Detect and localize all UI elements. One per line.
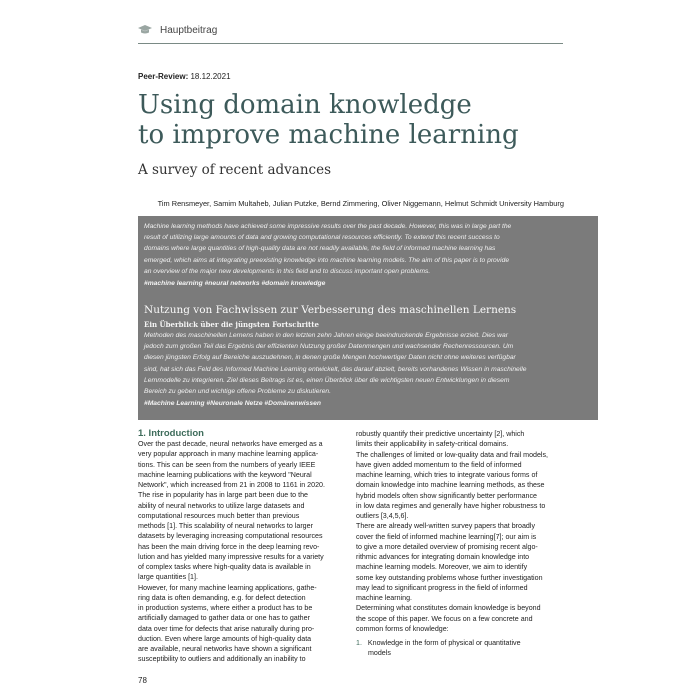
list-item-continued: models: [368, 649, 391, 658]
body-line: methods [1]. This scalability of neural networks to larger: [138, 522, 313, 530]
body-line: data over time for defects that arise naturally during pro-: [138, 624, 315, 633]
list-text: Knowledge in the form of physical or quantitative: [367, 639, 521, 647]
abstract-en-line: emerged, which aims at integrating preexisting knowledge into machine learning models. The aim of this paper is to provide: [144, 256, 510, 264]
abstract-de-line: jedoch zum großen Teil das Ergebnis der effizienten Nutzung großer Datenmengen und wachsender Rechenressourcen. Um: [144, 343, 514, 351]
page-number: 78: [138, 676, 147, 685]
body-line: common forms of knowledge:: [356, 624, 449, 633]
section-label: Hauptbeitrag: [160, 24, 218, 36]
body-line: are available, neural networks have shown a significant: [138, 645, 312, 653]
body-line: susceptibility to outliers and additionally an inability to: [138, 655, 306, 664]
abstract-en-line: result of utilizing large amounts of data and growing computational resources efficiently. To extend this recent success to: [144, 234, 500, 242]
body-line: There are already well-written survey papers that broadly: [356, 522, 536, 531]
abstract-en-line: an overview of the major new developments in this field and to discuss important open problems.: [144, 267, 431, 275]
peer-review-date: 18.12.2021: [190, 72, 231, 81]
body-line: The challenges of limited or low-quality data and frail models,: [356, 450, 549, 459]
abstract-en-line: domains where large quantities of high-quality data are not readily available, the field of informed machine learning has: [144, 245, 496, 253]
article-subtitle: A survey of recent advances: [138, 162, 332, 178]
body-line: have given added momentum to the field of informed: [356, 460, 522, 469]
body-line: lution and has yielded many impressive results for a variety: [138, 552, 324, 561]
section-heading: 1. Introduction: [138, 428, 204, 439]
body-line: duction. Even where large amounts of high-quality data: [138, 634, 312, 643]
keywords-de: #Machine Learning #Neuronale Netze #Domänenwissen: [144, 400, 321, 407]
body-line: machine learning publications with the keyword "Neural: [138, 470, 312, 479]
body-line: machine learning models. Moreover, we aim to identify: [356, 563, 528, 572]
abstract-de-line: diesen jüngsten Erfolg auf Bereiche auszudehnen, in denen große Mengen hochwertiger Daten nicht ohne weiteres verfügbar: [144, 354, 516, 362]
body-line: machine learning, which tries to integrate various forms of: [356, 471, 538, 479]
body-line: to give a more detailed overview of promising recent algo-: [356, 542, 538, 551]
peer-review-label: Peer-Review:: [138, 72, 189, 81]
list-number: 1.: [356, 639, 362, 647]
peer-review-line: [138, 72, 231, 81]
article-title: [138, 90, 568, 150]
body-line: datasets by leveraging increasing computational resources: [138, 532, 323, 541]
body-line: the scope of this paper. We focus on a few concrete and: [356, 614, 533, 623]
body-line: large quantities [1].: [138, 573, 198, 582]
body-line: ring data is often demanding, e.g. for defect detection: [138, 593, 306, 602]
body-line: Determining what constitutes domain knowledge is beyond: [356, 604, 541, 613]
left-column: [138, 439, 350, 665]
header-divider: [138, 43, 563, 44]
abstract-en: [144, 221, 594, 277]
body-line: robustly quantify their predictive uncertainty [2], which: [356, 430, 525, 438]
body-line: However, for many machine learning applications, gathe-: [138, 583, 317, 592]
body-line: artificially damaged to gather data or one has to gather: [138, 614, 310, 623]
subtitle-de: Ein Überblick über die jüngsten Fortschritte: [144, 320, 319, 329]
abstract-de-line: Methoden des maschinellen Lernens haben in den letzten zehn Jahren einige beeindruckende Ergebnisse erzielt. Dies war: [144, 332, 508, 339]
body-line: in low data regimes and generally have higher robustness to: [356, 501, 546, 510]
body-line: Over the past decade, neural networks have emerged as a: [138, 440, 323, 448]
body-line: outliers [3,4,5,6].: [356, 512, 409, 520]
body-line: The rise in popularity has in large part been due to the: [138, 491, 308, 500]
abstract-de-line: sind, hat sich das Feld des Informed Machine Learning entwickelt, das darauf abzielt, bereits vorhandenes Wissen in maschinelle: [144, 365, 527, 373]
mortarboard-icon: [138, 25, 152, 35]
list-item: [356, 638, 568, 648]
body-line: may lead to significant progress in the field of informed: [356, 583, 528, 592]
title-line-2: to improve machine learning: [138, 120, 519, 150]
body-line: machine learning.: [356, 594, 412, 602]
body-line: cover the field of informed machine learning[7]; our aim is: [356, 532, 537, 541]
body-line: hybrid models often show significantly better performance: [356, 491, 537, 500]
body-line: rithmic advances for integrating domain knowledge into: [356, 553, 530, 561]
body-line: in production systems, where either a product has to be: [138, 604, 313, 612]
right-column: [356, 429, 568, 659]
title-line-1: Using domain knowledge: [138, 90, 472, 120]
body-line: computational resources much better than previous: [138, 511, 300, 520]
body-line: ability of neural networks to utilize large datasets and: [138, 501, 305, 510]
body-line: some key outstanding problems whose further investigation: [356, 573, 543, 582]
abstract-de: [144, 330, 594, 397]
body-line: of complex tasks where high-quality data is available in: [138, 563, 311, 571]
body-line: limits their applicability in safety-critical domains.: [356, 440, 509, 449]
keywords-en: #machine learning #neural networks #domain knowledge: [144, 280, 326, 287]
body-line: very popular approach in many machine learning applica-: [138, 450, 319, 459]
body-line: Network", which increased from 21 in 2008 to 1161 in 2020.: [138, 481, 325, 489]
author-list: Tim Rensmeyer, Samim Multaheb, Julian Putzke, Bernd Zimmering, Oliver Niggemann, Helmut Schmidt University Hamburg: [157, 199, 564, 208]
title-de: Nutzung von Fachwissen zur Verbesserung des maschinellen Lernens: [144, 304, 517, 316]
abstract-en-line: Machine learning methods have achieved some impressive results over the past decade. However, this was in large part the: [144, 223, 512, 230]
body-line: domain knowledge into machine learning methods, as these: [356, 481, 545, 490]
body-line: tions. This can be seen from the numbers of yearly IEEE: [138, 460, 316, 469]
abstract-de-line: Lernmodelle zu integrieren. Ziel dieses Beitrags ist es, einen Überblick über die wichtigsten neuen Entwicklungen in diesem: [144, 376, 510, 384]
section-header: [138, 21, 217, 39]
abstract-de-line: Bereich zu geben und wichtige offene Probleme zu diskutieren.: [144, 388, 331, 396]
body-line: has been the main driving force in the deep learning revo-: [138, 542, 320, 551]
